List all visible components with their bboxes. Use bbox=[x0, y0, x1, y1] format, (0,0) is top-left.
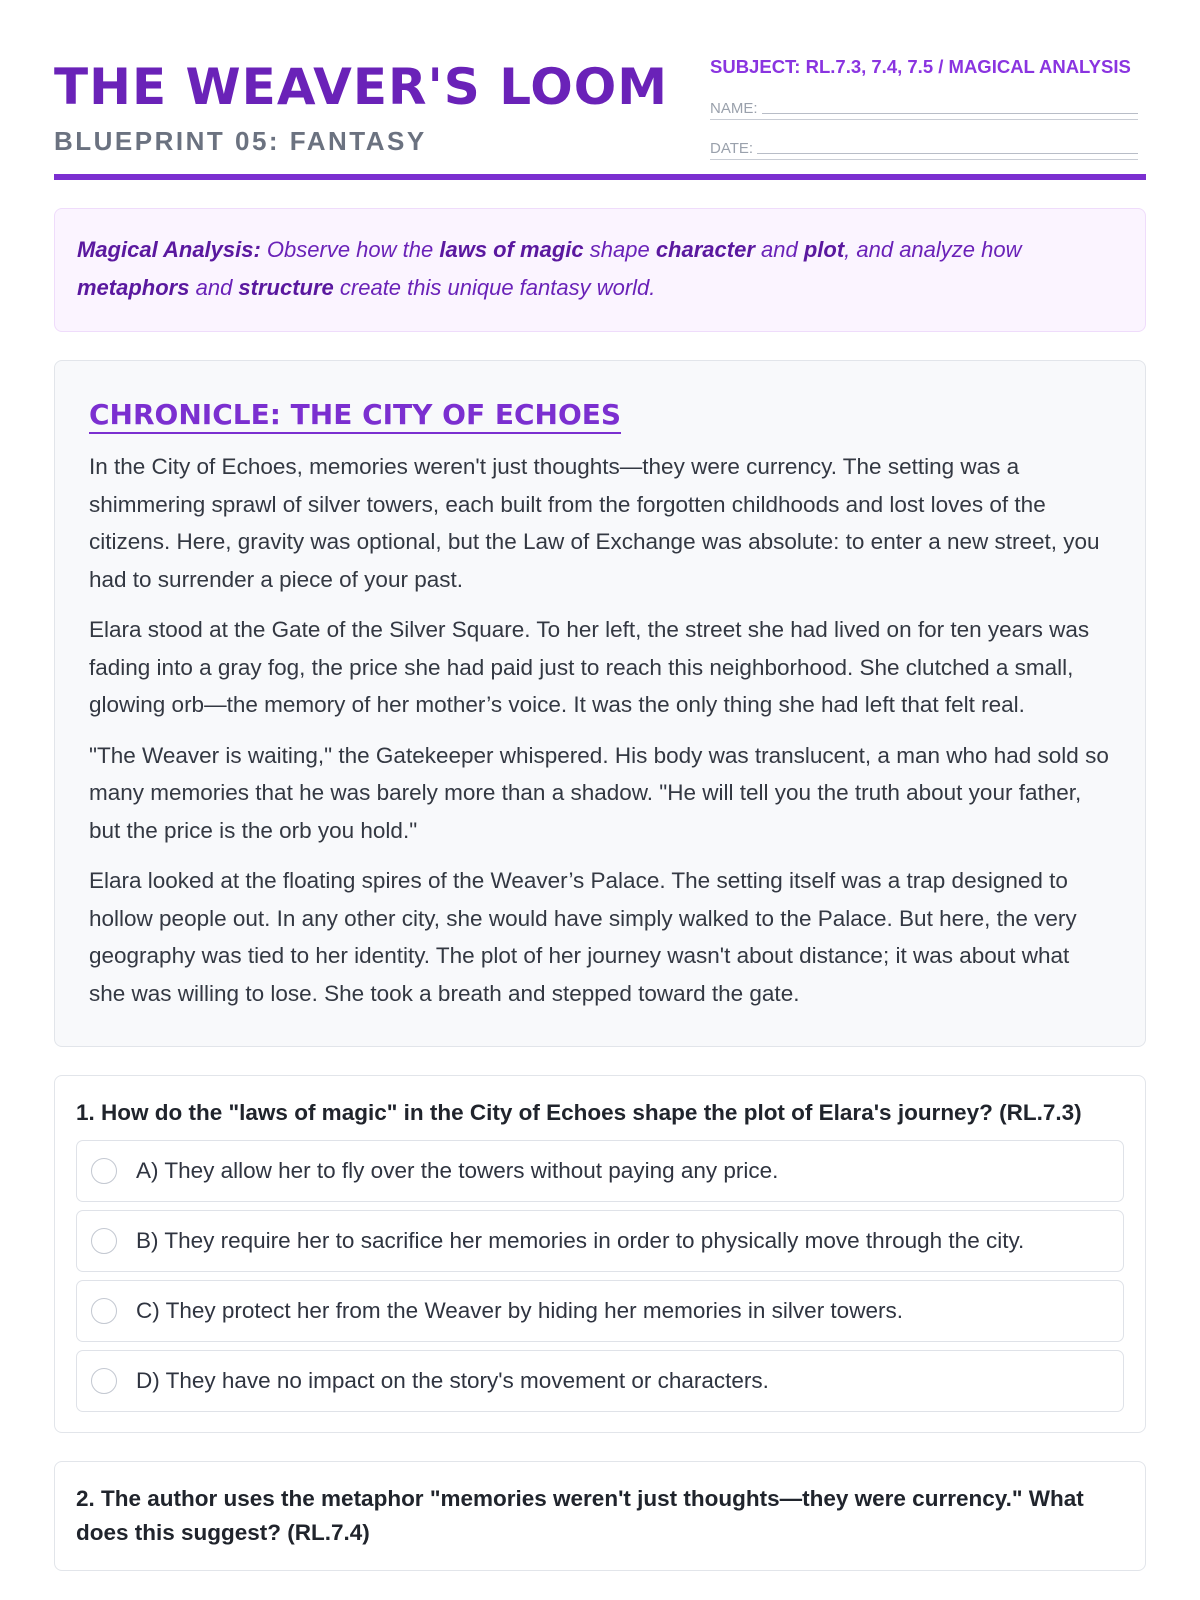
story-paragraph: Elara looked at the floating spires of the Weaver’s Palace. The setting itself was a trap designed to hollow people out. In any other city, she would have simply walked to the Palace. But here, the very geography was tied to her identity. The plot of her journey wasn't about distance; it was about what she was willing to lose. She took a breath and stepped toward the gate. bbox=[89, 868, 1077, 1006]
question-text: 2. The author uses the metaphor "memories weren't just thoughts—they were currency." What does this suggest? (RL.7.4) bbox=[76, 1486, 1084, 1545]
callout-text: Observe how the bbox=[260, 237, 440, 262]
page-title: THE WEAVER'S LOOM bbox=[54, 58, 669, 116]
story-paragraph: In the City of Echoes, memories weren't just thoughts—they were currency. The setting was a shimmering sprawl of silver towers, each built from the forgotten childhoods and lost loves of the citizens. Here, gravity was optional, but the Law of Exchange was absolute: to enter a new street, you had to surrender a piece of your past. bbox=[89, 454, 1100, 592]
student-info bbox=[710, 56, 1146, 160]
radio-button[interactable] bbox=[91, 1368, 117, 1394]
callout-text: and bbox=[189, 275, 239, 300]
subject-label: SUBJECT: RL.7.3, 7.4, 7.5 / MAGICAL ANALYSIS bbox=[710, 56, 1131, 77]
callout-emphasis: structure bbox=[238, 275, 334, 300]
date-line bbox=[757, 153, 1138, 154]
callout-text: create this unique fantasy world. bbox=[333, 275, 656, 300]
instructions-callout bbox=[54, 208, 1146, 332]
page-subtitle: BLUEPRINT 05: FANTASY bbox=[54, 126, 427, 156]
worksheet-header bbox=[54, 0, 1146, 180]
name-line bbox=[762, 113, 1138, 114]
radio-button[interactable] bbox=[91, 1298, 117, 1324]
option-label: A) They allow her to fly over the towers without paying any price. bbox=[136, 1158, 779, 1183]
story-title: CHRONICLE: THE CITY OF ECHOES bbox=[89, 399, 621, 434]
callout-text: , and analyze how bbox=[844, 237, 1022, 262]
story-passage bbox=[54, 360, 1146, 1047]
question-2 bbox=[54, 1461, 1146, 1571]
story-paragraph: Elara stood at the Gate of the Silver Square. To her left, the street she had lived on for ten years was fading into a gray fog, the price she had paid just to reach this neighborhood. She clutched a small, glowing orb—the memory of her mother’s voice. It was the only thing she had left that felt real. bbox=[89, 617, 1090, 717]
callout-label: Magical Analysis: bbox=[77, 237, 261, 262]
date-field[interactable] bbox=[710, 138, 1138, 160]
callout-emphasis: metaphors bbox=[77, 275, 190, 300]
question-text: 1. How do the "laws of magic" in the City of Echoes shape the plot of Elara's journey? (RL.7.3) bbox=[76, 1100, 1082, 1125]
option-label: C) They protect her from the Weaver by hiding her memories in silver towers. bbox=[136, 1298, 903, 1323]
question-1 bbox=[54, 1075, 1146, 1433]
option-label: B) They require her to sacrifice her memories in order to physically move through the city. bbox=[136, 1228, 1025, 1253]
callout-emphasis: laws of magic bbox=[439, 237, 584, 262]
callout-text: and bbox=[754, 237, 804, 262]
option-label: D) They have no impact on the story's movement or characters. bbox=[136, 1368, 769, 1393]
story-paragraph: "The Weaver is waiting," the Gatekeeper whispered. His body was translucent, a man who had sold so many memories that he was barely more than a shadow. "He will tell you the truth about your father, but the price is the orb you hold." bbox=[89, 742, 1109, 843]
radio-button[interactable] bbox=[91, 1228, 117, 1254]
callout-emphasis: plot bbox=[803, 237, 845, 262]
answer-option-c[interactable] bbox=[76, 1280, 1124, 1342]
answer-option-b[interactable] bbox=[76, 1210, 1124, 1272]
radio-button[interactable] bbox=[91, 1158, 117, 1184]
name-field[interactable] bbox=[710, 98, 1138, 120]
date-label: DATE: bbox=[710, 140, 754, 157]
answer-option-d[interactable] bbox=[76, 1350, 1124, 1412]
callout-text: shape bbox=[583, 237, 656, 262]
name-label: NAME: bbox=[710, 100, 758, 117]
callout-emphasis: character bbox=[655, 237, 755, 262]
answer-option-a[interactable] bbox=[76, 1140, 1124, 1202]
